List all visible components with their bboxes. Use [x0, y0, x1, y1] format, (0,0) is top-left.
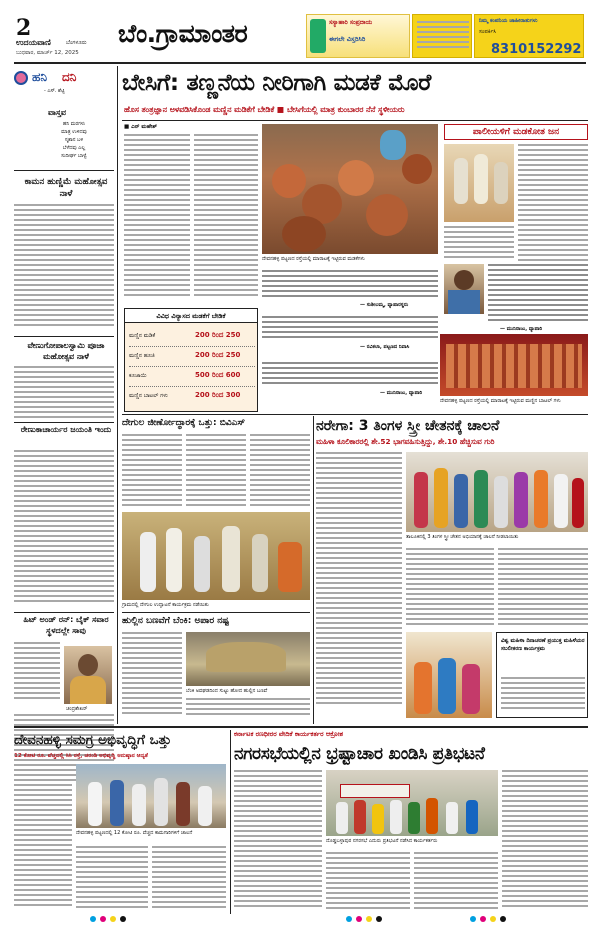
bjp-body-col1 — [122, 434, 182, 510]
bjp-photo — [122, 512, 310, 600]
hulla-body-col2 — [186, 698, 310, 720]
edition-label: ಬೆಂಗಳೂರು — [66, 40, 87, 46]
sidebar-photo-vendor — [444, 264, 484, 314]
sidebar-body-2 — [444, 226, 514, 262]
quote-line: ಮಾತ್ರ ಉಳಿದವು — [61, 129, 87, 135]
masthead — [0, 0, 600, 64]
lead-subhead: ಹೊಸ ತಂತ್ರಜ್ಞಾನ ಅಳವಡಿಸಿಕೊಂಡ ಮಣ್ಣಿನ ಮಡಿಕೆಗೆ ಬೇಡಿಕೆ ■ ಬೇಸಿಗೆಯಲ್ಲಿ ಮಾತ್ರ ಕುಂಬಾರರ ನೆನೆ ಸ್ಥಳೀಯರು — [124, 105, 405, 114]
price-item: ಮಣ್ಣಿನ ಬಾಟಲ್ ಗಳು — [129, 393, 168, 399]
left-story4-body — [14, 642, 60, 706]
bottom-left-body-col1 — [14, 764, 72, 912]
price-value: 200 ರಿಂದ 250 — [195, 331, 241, 339]
ad-mid-sub: ಈಗಲೇ ವಿಸ್ತರಿಸಿರಿ — [329, 35, 366, 43]
lead-photo-bottles — [440, 334, 588, 396]
mid-divider — [313, 416, 314, 724]
lead-body-col1 — [124, 134, 190, 299]
issue-date: ಬುಧವಾರ, ಮಾರ್ಚ್ 12, 2025 — [16, 50, 79, 56]
register-mark — [376, 916, 382, 922]
narega-body-col3 — [498, 548, 588, 628]
narega-subhead: ಮಹಿಳಾ ಕೂಲಿಕಾರರಲ್ಲಿ ಶೇ.52 ಭಾಗವಹಿಸುತ್ತಿದ್ದು, ಶೇ.10 ಹೆಚ್ಚಿಸುವ ಗುರಿ — [316, 437, 495, 446]
left-story1-title: ಕಾಮನ ಹುಣ್ಣಿಮೆ ಮಹೋತ್ಸವ ನಾಳೆ — [24, 177, 108, 199]
left-story2-title: ವೇಣುಗೋಪಾಲಸ್ವಾಮಿ ಪೂಜಾ ಮಹೋತ್ಸವ ನಾಳೆ — [27, 341, 105, 361]
portrait-photo — [64, 646, 112, 704]
register-mark — [120, 916, 126, 922]
masthead-ad-right — [474, 14, 584, 58]
price-value: 200 ರಿಂದ 300 — [195, 391, 241, 399]
register-mark — [490, 916, 496, 922]
narega-photo2 — [406, 632, 492, 718]
register-mark — [470, 916, 476, 922]
narega-photo-caption: ತಾಲೂಕಿನಲ್ಲಿ 3 ತಿಂಗಳ ಸ್ತ್ರೀ ಚೇತನ ಅಭಿಯಾನಕ್ಕೆ ಚಾಲನೆ ನೀಡಲಾಯಿತು — [406, 534, 519, 540]
price-value: 500 ರಿಂದ 600 — [195, 371, 241, 379]
lead-byline: ■ ಎನ್ ಮಹೇಶ್ — [124, 124, 158, 130]
bottom-right-body-col3 — [414, 852, 498, 912]
sidebar-photo-bottles — [444, 144, 514, 222]
left-story1-body — [14, 204, 114, 332]
register-mark — [366, 916, 372, 922]
section-title: ಬೆಂ.ಗ್ರಾಮಾಂತರ — [118, 19, 248, 48]
quote-line: ಹನಿ ಮರಗಳು — [62, 121, 86, 127]
register-mark — [110, 916, 116, 922]
price-item: ಕೂಜಾಯಿ — [129, 373, 147, 379]
bottom-left-body-col3 — [152, 846, 226, 912]
lead-quote1 — [262, 270, 438, 300]
bottom-left-body-col2 — [76, 846, 148, 912]
hulla-photo-caption: ಬೆಂಕಿ ಅವಘಡದಿಂದ ಸುಟ್ಟು ಹೋದ ಹುಲ್ಲಿನ ಬಣವೆ — [186, 688, 268, 694]
masthead-ad-mid — [306, 14, 410, 58]
bjp-body-col3 — [250, 434, 310, 510]
ad-phone-number: 8310152292 — [491, 42, 582, 57]
bottom-left-headline: ದೇವನಹಳ್ಳಿ ಸಮಗ್ರ ಅಭಿವೃದ್ಧಿಗೆ ಒತ್ತು — [14, 732, 172, 748]
bjp-headline: ದೇಗುಲ ಜೀರ್ಣೋದ್ಧಾರಕ್ಕೆ ಒತ್ತು: ಬಿವಿಎಸ್ — [122, 418, 246, 428]
register-mark — [346, 916, 352, 922]
quote-line: ಸ್ಮಶಾನ ಬಳಿ — [64, 137, 84, 143]
narega-box — [496, 632, 588, 718]
ad-phone-graphic — [310, 19, 326, 53]
narega-body-col1 — [316, 452, 402, 712]
masthead-ad-strip — [412, 14, 472, 58]
price-item: ಮಣ್ಣಿನ ಮಡಿಕೆ — [129, 333, 156, 339]
price-row — [129, 369, 255, 387]
ad-mid-text: ಸಸ್ಯಾಹಾರಿ ಸಂಪ್ರದಾಯ — [329, 19, 373, 26]
bottom-divider — [230, 730, 231, 914]
bottom-left-photo-caption: ದೇವನಹಳ್ಳಿ ಪಟ್ಟಣದಲ್ಲಿ 12 ಕೋಟಿ ರೂ. ವೆಚ್ಚದ ಕಾಮಗಾರಿಗಳಿಗೆ ಚಾಲನೆ — [76, 830, 193, 836]
lead-quote2-attr: — ರವಿಕಲಾ, ಪಟ್ಟಣದ ನಿವಾಸಿ — [360, 344, 410, 350]
bottom-right-body-col1 — [234, 770, 322, 912]
hulla-body-col1 — [122, 632, 182, 718]
paper-name: ಉದಯವಾಣಿ — [16, 38, 51, 47]
hulla-photo — [186, 632, 310, 686]
lead-quote3 — [262, 362, 438, 388]
lead-photo-caption: ದೇವನಹಳ್ಳಿ ಪಟ್ಟಣದ ರಸ್ತೆಯಲ್ಲಿ ಮಾರಾಟಕ್ಕೆ ಇಟ್ಟಿರುವ ಮಡಕೆಗಳು — [262, 256, 365, 262]
quote-line: ಬೆಳೆದವು ಎಲ್ಲ — [62, 145, 86, 151]
register-mark — [500, 916, 506, 922]
masthead-rule — [14, 62, 586, 64]
bjp-photo-caption: ಗ್ರಾಮದಲ್ಲಿ ದೇಗುಲ ಉದ್ಘಾಟನೆ ಕಾರ್ಯಕ್ರಮ ನಡೆಯಿತು — [122, 602, 209, 608]
left-story3-title: ರೇಣುಕಾಚಾರ್ಯರ ಜಯಂತಿ ಇಂದು — [20, 425, 112, 434]
left-story3-body — [14, 450, 114, 610]
flower-icon — [14, 71, 28, 85]
register-mark — [480, 916, 486, 922]
quote-title: ವಾಸ್ತವ — [48, 108, 67, 117]
register-mark — [356, 916, 362, 922]
lead-headline: ಬೇಸಿಗೆ: ತಣ್ಣನೆಯ ನೀರಿಗಾಗಿ ಮಡಕೆ ಮೊರೆ — [122, 70, 432, 96]
ad-right-line1: ನಿಮ್ಮ ಕಂಪನಿಯ ಜಾಹೀರಾತುಗಳು — [479, 18, 538, 24]
lead-quote2 — [262, 316, 438, 342]
page-number: 2 — [16, 15, 32, 41]
brand-prefix: ಹನಿ — [32, 70, 47, 84]
bjp-body-col2 — [186, 434, 246, 510]
narega-photo — [406, 452, 588, 532]
brand-suffix: ದನಿ — [62, 70, 77, 84]
bottom-right-headline: ನಗರಸಭೆಯಲ್ಲಿನ ಭ್ರಷ್ಟಾಚಾರ ಖಂಡಿಸಿ ಪ್ರತಿಭಟನೆ — [234, 744, 485, 764]
left-column-divider — [117, 66, 118, 724]
bottom-right-kicker — [234, 730, 588, 741]
lead-sidebar-title: ಪಾಲೀಯಳಿಗೆ ಮಡಕೋತ ಜನ — [444, 124, 588, 140]
lead-right-photo-caption: ದೇವನಹಳ್ಳಿ ಪಟ್ಟಣದ ರಸ್ತೆಯಲ್ಲಿ ಮಾರಾಟಕ್ಕೆ ಇಟ್ಟಿರುವ ಮಣ್ಣಿನ ಬಾಟಲ್ ಗಳು — [440, 398, 561, 404]
price-value: 200 ರಿಂದ 250 — [195, 351, 241, 359]
left-story4-title: ಹಿಟ್ ಅಂಡ್ ರನ್: ಬೈಕ್ ಸವಾರ ಸ್ಥಳದಲ್ಲೇ ಸಾವು — [23, 615, 109, 635]
portrait-caption: ಚಂದ್ರಶೇಖರ್ — [66, 706, 88, 712]
quote-block — [34, 120, 114, 160]
registration-marks — [0, 914, 600, 928]
bottom-left-subhead: 12 ಕೋಟಿ ರೂ. ವೆಚ್ಚದಲ್ಲಿ ಸಿಸಿ ರಸ್ತೆ, ಚರಂಡಿ ಅಭಿವೃದ್ಧಿ ಅನುಷ್ಠಾನ ಆದ್ಯತೆ — [14, 753, 148, 759]
narega-headline: ನರೇಗಾ: 3 ತಿಂಗಳ ಸ್ತ್ರೀ ಚೇತನಕ್ಕೆ ಚಾಲನೆ — [316, 418, 500, 434]
brand-box — [14, 70, 114, 88]
lead-quote1-attr: — ಸುಶೀಲಮ್ಮ, ವ್ಯಾಪಾರಸ್ಥರು — [360, 302, 409, 308]
bottom-left-photo — [76, 764, 226, 828]
quote-line: ಸುದೀರ್ಘ ಬಾಳ್ವೆ — [61, 153, 87, 159]
sidebar-quote-attr: — ಮುನಿರಾಜು, ವ್ಯಾಪಾರಿ — [500, 326, 543, 332]
register-mark — [90, 916, 96, 922]
lead-body-col2 — [194, 134, 258, 299]
lead-photo-pots — [262, 124, 438, 254]
narega-body-col2 — [406, 548, 494, 628]
hulla-headline: ಹುಲ್ಲಿನ ಬಣವೆಗೆ ಬೆಂಕಿ: ಅಪಾರ ನಷ್ಟ — [122, 616, 229, 626]
lead-quote3-attr: — ಮುನಿರಾಜು, ವ್ಯಾಪಾರಿ — [380, 390, 423, 396]
left-story2-body — [14, 366, 114, 422]
kicker-text: ಕರ್ನಾಟಕ ರಣಧೀರರ ವೇದಿಕೆ ಕಾರ್ಯಕರ್ತರ ಆಕ್ರೋಶ — [234, 730, 344, 738]
bottom-right-body-col4 — [502, 770, 588, 912]
brand-author: - ಎಸ್. ಶೆಟ್ಟಿ — [44, 88, 65, 94]
price-row — [129, 349, 255, 367]
narega-box-text: ವಿಶ್ವ ಮಹಿಳಾ ದಿನಾಚರಣೆ ಪ್ರಯುಕ್ತ ಮಹಿಳೆಯರ ಸಬಲೀಕರಣ ಕಾರ್ಯಕ್ರಮ — [501, 638, 585, 652]
price-row — [129, 329, 255, 347]
bottom-right-body-col2 — [326, 852, 410, 912]
ad-right-line2: ಸಂಪರ್ಕಿಸಿ — [479, 29, 497, 35]
price-item: ಮಣ್ಣಿನ ಹೂಜಿ — [129, 353, 155, 359]
price-box-title: ವಿವಿಧ ವಿನ್ಯಾಸದ ಮಡಕೆಗೆ ಬೇಡಿಕೆ — [125, 309, 257, 323]
price-row — [129, 389, 255, 407]
bottom-rule — [14, 726, 588, 728]
bottom-right-photo — [326, 770, 498, 836]
price-box — [124, 308, 258, 412]
bottom-right-photo-caption: ದೊಡ್ಡಬಳ್ಳಾಪುರ ನಗರಸಭೆ ಎದುರು ಪ್ರತಿಭಟನೆ ನಡೆಸಿದ ಕಾರ್ಯಕರ್ತರು — [326, 838, 438, 844]
sidebar-quote — [488, 264, 588, 326]
register-mark — [100, 916, 106, 922]
